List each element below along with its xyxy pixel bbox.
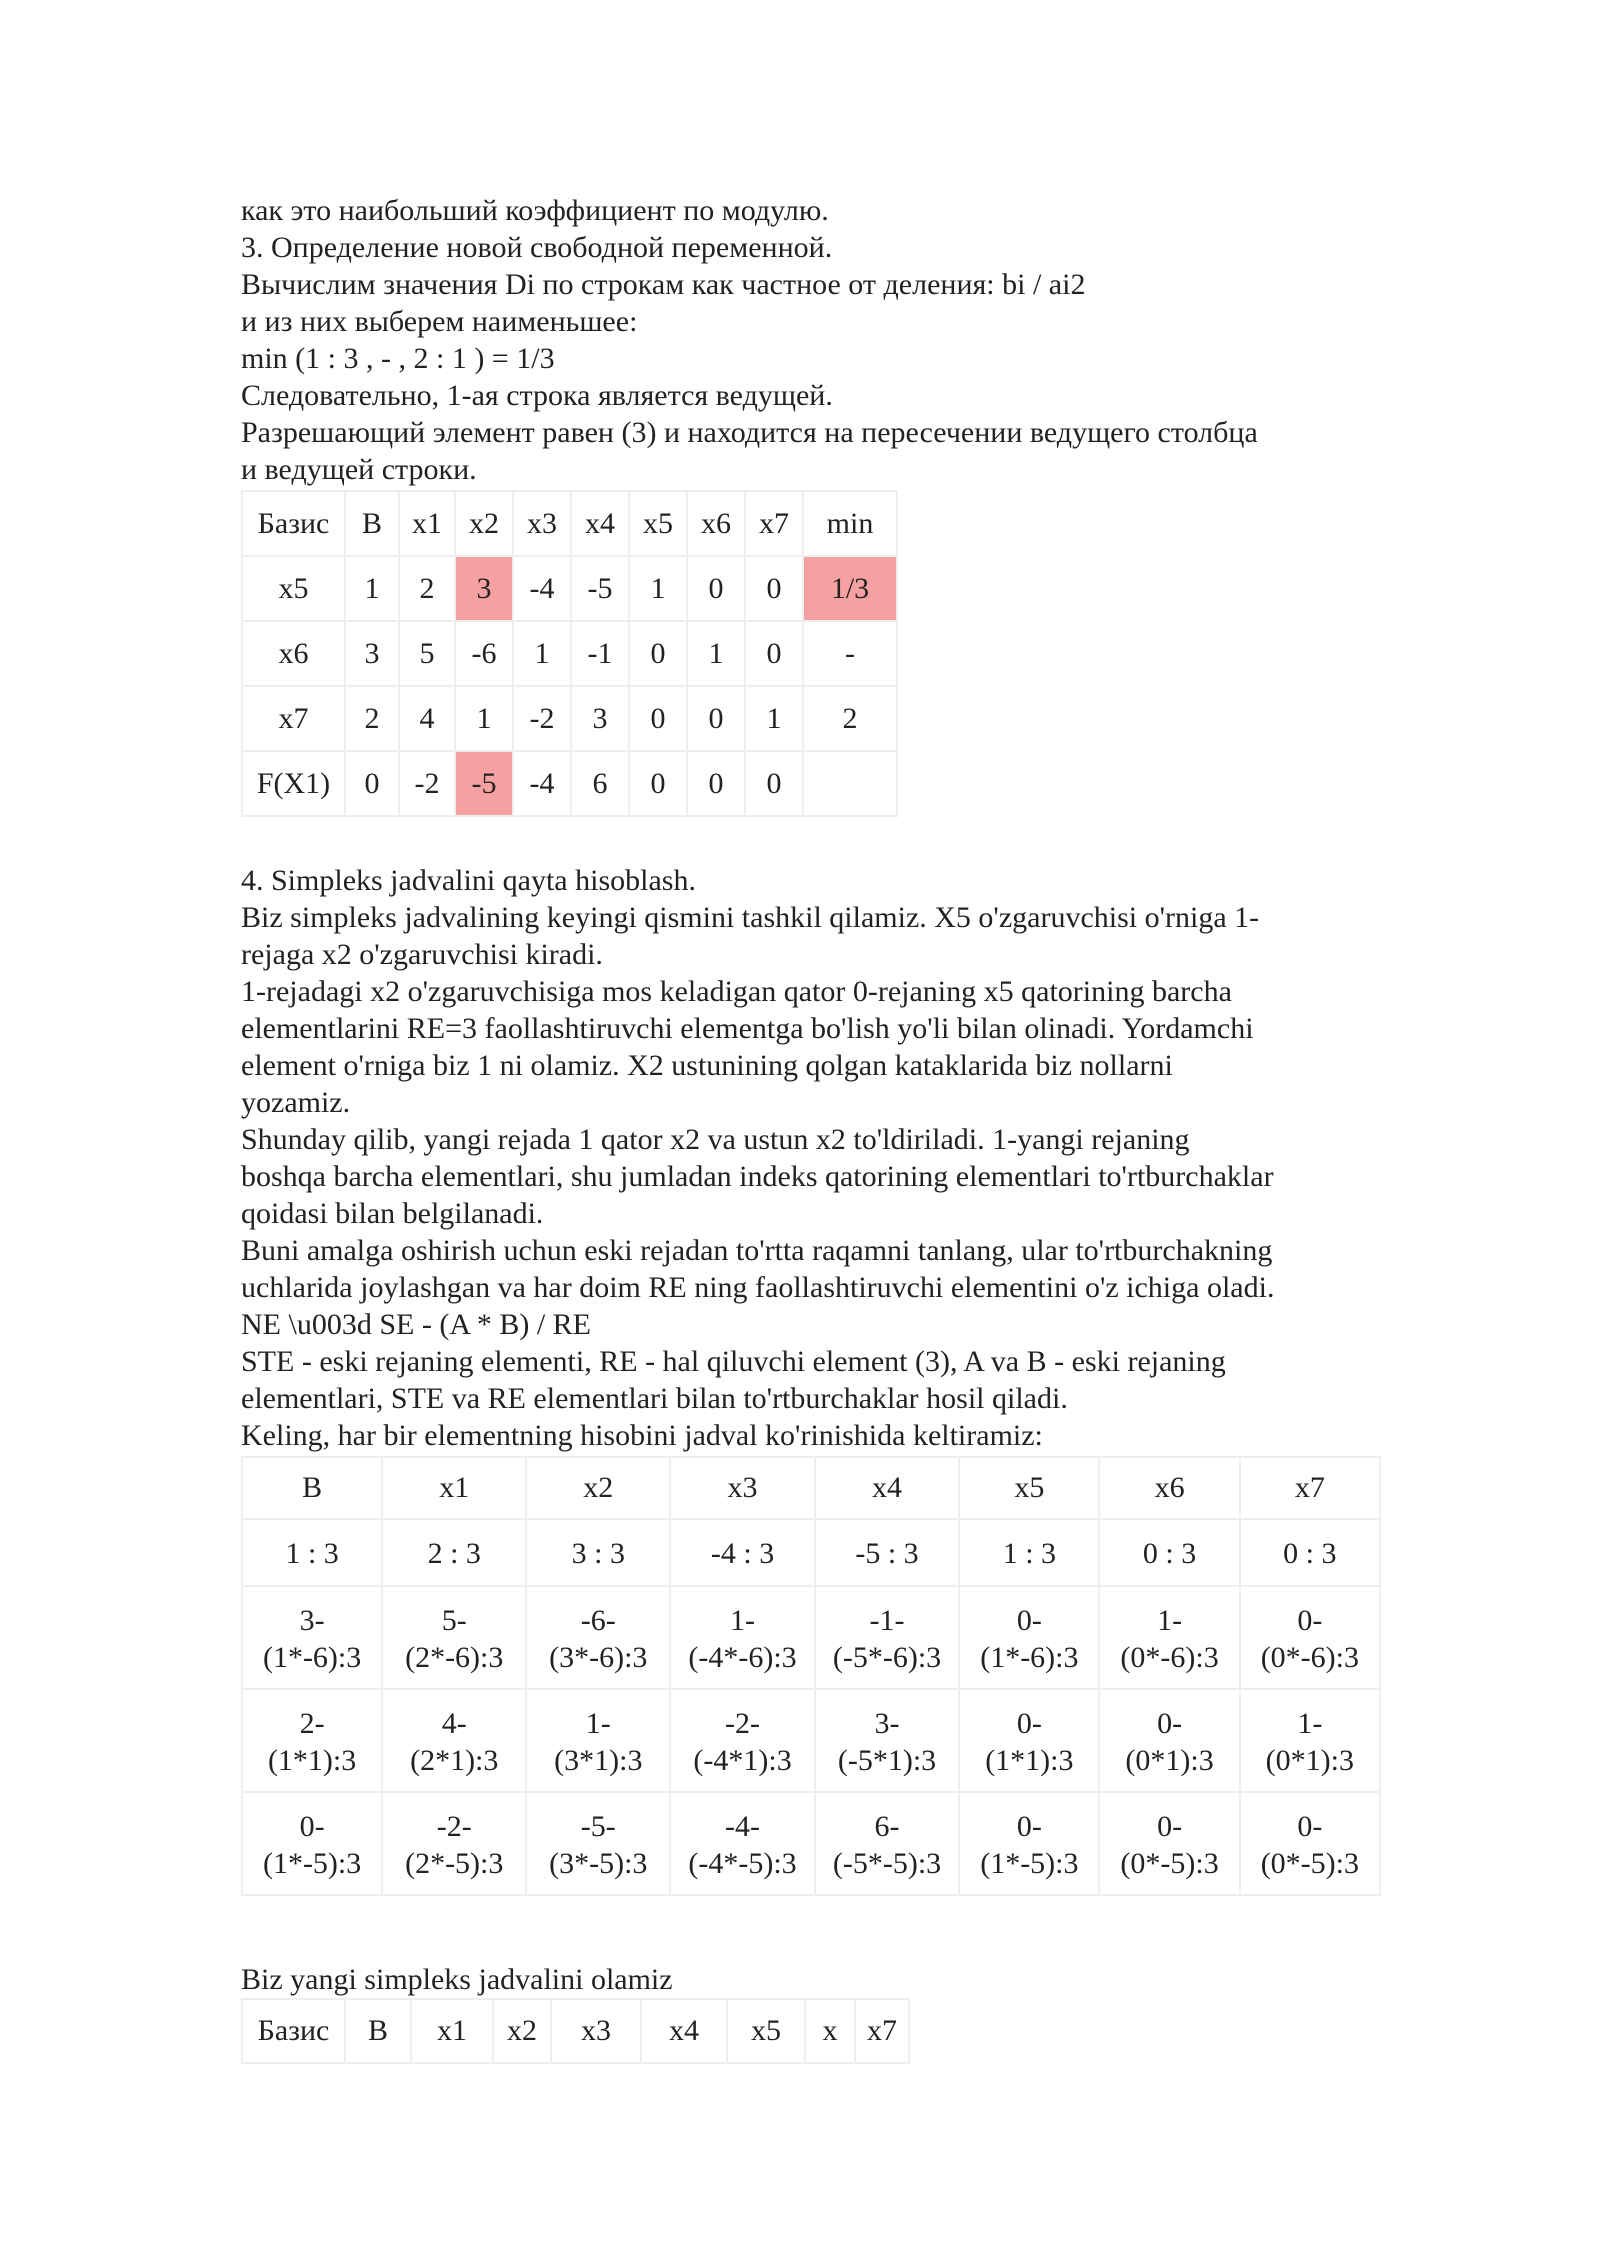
cell-text-line: (-4*-5):3 <box>688 1846 797 1880</box>
table-row <box>242 1586 1380 1689</box>
cell-text-line: (2*-5):3 <box>405 1846 504 1880</box>
header-cell: x7 <box>745 491 803 556</box>
header-cell: x3 <box>670 1457 814 1519</box>
header-cell: B <box>242 1457 382 1519</box>
min-ratio-cell: 1/3 <box>803 556 897 621</box>
table-header-row <box>242 491 897 556</box>
cell-text-line: -4- <box>725 1809 761 1843</box>
table-cell <box>382 1689 526 1792</box>
cell-text-line: 0- <box>1297 1603 1323 1637</box>
text-line: rejaga x2 o'zgaruvchisi kiradi. <box>241 938 603 971</box>
table-cell <box>382 1586 526 1689</box>
cell-text-line: (1*1):3 <box>985 1743 1074 1777</box>
cell-text-line: (0*1):3 <box>1125 1743 1214 1777</box>
table-cell <box>1099 1519 1239 1586</box>
cell-text-line: -1- <box>869 1603 905 1637</box>
cell-text-line: 1- <box>1297 1706 1323 1740</box>
header-cell: x1 <box>411 1999 493 2063</box>
recalculation-paragraph <box>241 862 1381 1454</box>
table-cell <box>670 1586 814 1689</box>
cell-text-line: (-5*1):3 <box>837 1743 937 1777</box>
cell-text-line: (0*-5):3 <box>1120 1846 1219 1880</box>
table-cell: 3 <box>345 621 399 686</box>
header-cell: x2 <box>526 1457 670 1519</box>
table-cell <box>1240 1586 1380 1689</box>
table-cell: x6 <box>242 621 345 686</box>
text-line: 1-rejadagi x2 o'zgaruvchisiga mos keladigan qator 0-rejaning x5 qatorining barcha <box>241 975 1232 1008</box>
min-formula: min (1 : 3 , - , 2 : 1 ) = 1/3 <box>241 342 555 375</box>
intro-paragraph <box>241 192 1381 488</box>
table-cell <box>242 1792 382 1895</box>
cell-text-line: 1- <box>730 1603 756 1637</box>
text-line: elementlarini RE=3 faollashtiruvchi elementga bo'lish yo'li bilan olinadi. Yordamchi <box>241 1012 1254 1045</box>
table-cell: 3 <box>571 686 629 751</box>
cell-text-line: -4 : 3 <box>710 1537 775 1570</box>
cell-text-line: (1*-6):3 <box>980 1640 1079 1674</box>
table-cell: 4 <box>399 686 455 751</box>
cell-text-line: 1 : 3 <box>1002 1537 1057 1570</box>
cell-text-line: (-4*-6):3 <box>688 1640 797 1674</box>
cell-text-line: 0- <box>1016 1809 1042 1843</box>
cell-text-line: (-5*-6):3 <box>832 1640 942 1674</box>
header-cell: x7 <box>1240 1457 1380 1519</box>
table-cell <box>670 1689 814 1792</box>
cell-text-line: 1 : 3 <box>285 1537 339 1570</box>
table-cell: 6 <box>571 751 629 816</box>
cell-text-line: (1*-5):3 <box>980 1846 1079 1880</box>
table-cell <box>242 1689 382 1792</box>
text-line: Следовательно, 1-ая строка является ведущей. <box>241 379 833 412</box>
cell-text-line: -2- <box>436 1809 472 1843</box>
header-cell: x4 <box>571 491 629 556</box>
table-cell: 0 <box>687 556 745 621</box>
cell-text-line: -5 : 3 <box>855 1537 919 1570</box>
cell-text-line: (2*-6):3 <box>405 1640 504 1674</box>
cell-text-line: 3 : 3 <box>571 1537 625 1570</box>
section-heading-4: 4. Simpleks jadvalini qayta hisoblash. <box>241 864 696 897</box>
table-cell: -2 <box>513 686 571 751</box>
header-cell: min <box>803 491 897 556</box>
table-cell <box>959 1689 1099 1792</box>
table-cell: 5 <box>399 621 455 686</box>
table-cell: 1 <box>455 686 513 751</box>
table-cell <box>1099 1689 1239 1792</box>
table-cell <box>1099 1792 1239 1895</box>
pivot-element-cell: 3 <box>455 556 513 621</box>
table-cell: -2 <box>399 751 455 816</box>
cell-text-line: (1*-5):3 <box>262 1846 362 1880</box>
table-cell <box>526 1792 670 1895</box>
table-cell <box>815 1689 959 1792</box>
text-line: element o'rniga biz 1 ni olamiz. X2 ustunining qolgan kataklarida biz nollarni <box>241 1049 1173 1082</box>
table-cell: -6 <box>455 621 513 686</box>
simplex-table <box>241 490 898 817</box>
header-cell: x5 <box>959 1457 1099 1519</box>
cell-text-line: (3*-5):3 <box>549 1846 648 1880</box>
header-cell: x6 <box>1099 1457 1239 1519</box>
document-content <box>241 192 1381 2064</box>
table-cell: 2 <box>399 556 455 621</box>
rectangle-rule-formula: NE \u003d SE - (A * B) / RE <box>241 1308 591 1341</box>
table-cell: 1 <box>513 621 571 686</box>
table-cell: -5 <box>571 556 629 621</box>
table-header-row <box>242 1457 1380 1519</box>
cell-text-line: (-5*-5):3 <box>832 1846 942 1880</box>
cell-text-line: 2 : 3 <box>427 1537 481 1570</box>
text-line: Buni amalga oshirish uchun eski rejadan to'rtta raqamni tanlang, ular to'rtburchakning <box>241 1234 1273 1267</box>
table-cell: 0 <box>687 686 745 751</box>
header-cell: x2 <box>493 1999 551 2063</box>
table-cell <box>1099 1586 1239 1689</box>
cell-text-line: (0*1):3 <box>1265 1743 1354 1777</box>
table-cell: 1 <box>629 556 687 621</box>
table-row <box>242 686 897 751</box>
text-line: как это наибольший коэффициент по модулю. <box>241 194 829 227</box>
header-cell: x5 <box>629 491 687 556</box>
table-cell <box>382 1519 526 1586</box>
calculation-table <box>241 1456 1381 1896</box>
text-line: Biz simpleks jadvalining keyingi qismini tashkil qilamiz. X5 o'zgaruvchisi o'rniga 1- <box>241 901 1260 934</box>
header-cell: x6 <box>687 491 745 556</box>
cell-text-line: (2*1):3 <box>410 1743 499 1777</box>
header-cell: B <box>345 491 399 556</box>
header-cell: x4 <box>815 1457 959 1519</box>
table-cell: F(X1) <box>242 751 345 816</box>
header-cell: x2 <box>455 491 513 556</box>
table-cell <box>242 1519 382 1586</box>
table-cell: 1 <box>345 556 399 621</box>
table-cell: 0 <box>629 686 687 751</box>
table-cell <box>670 1519 814 1586</box>
text-line: boshqa barcha elementlari, shu jumladan indeks qatorining elementlari to'rtburchaklar <box>241 1160 1274 1193</box>
table-cell: 0 <box>687 751 745 816</box>
table-row <box>242 1689 1380 1792</box>
cell-text-line: 0- <box>1016 1603 1042 1637</box>
text-line: Keling, har bir elementning hisobini jadval ko'rinishida keltiramiz: <box>241 1419 1043 1452</box>
text-line: uchlarida joylashgan va har doim RE ning faollashtiruvchi elementini o'z ichiga oladi. <box>241 1271 1275 1304</box>
cell-text-line: (3*1):3 <box>554 1743 643 1777</box>
header-cell: x5 <box>727 1999 805 2063</box>
header-cell: Базис <box>242 1999 345 2063</box>
text-line: и ведущей строки. <box>241 453 477 486</box>
table-cell <box>815 1792 959 1895</box>
pivot-column-cell: -5 <box>455 751 513 816</box>
cell-text-line: 5- <box>441 1603 467 1637</box>
cell-text-line: 1- <box>1157 1603 1183 1637</box>
cell-text-line: (0*-6):3 <box>1260 1640 1359 1674</box>
header-cell: x1 <box>382 1457 526 1519</box>
cell-text-line: (-4*1):3 <box>693 1743 792 1777</box>
new-simplex-table <box>241 1998 910 2064</box>
table-cell: x7 <box>242 686 345 751</box>
table-cell <box>526 1519 670 1586</box>
table-cell: 1 <box>687 621 745 686</box>
table-cell: -1 <box>571 621 629 686</box>
cell-text-line: 1- <box>585 1706 611 1740</box>
table-cell: 0 <box>745 556 803 621</box>
table-cell <box>959 1586 1099 1689</box>
text-line: Вычислим значения Di по строкам как частное от деления: bi / ai2 <box>241 268 1086 301</box>
table-cell <box>1240 1519 1380 1586</box>
header-cell: x1 <box>399 491 455 556</box>
table-cell: 1 <box>745 686 803 751</box>
objective-row <box>242 751 897 816</box>
text-line: qoidasi bilan belgilanadi. <box>241 1197 544 1230</box>
table-row <box>242 556 897 621</box>
header-cell: Базис <box>242 491 345 556</box>
table-cell <box>526 1586 670 1689</box>
table-cell: 0 <box>345 751 399 816</box>
cell-text-line: (0*-6):3 <box>1120 1640 1219 1674</box>
text-line: yozamiz. <box>241 1086 351 1119</box>
table-cell <box>1240 1689 1380 1792</box>
cell-text-line: (1*-6):3 <box>262 1640 362 1674</box>
table-cell: x5 <box>242 556 345 621</box>
table-cell <box>959 1519 1099 1586</box>
table-cell: -4 <box>513 556 571 621</box>
text-line: STE - eski rejaning elementi, RE - hal qiluvchi element (3), A va B - eski rejaning <box>241 1345 1226 1378</box>
header-cell: x7 <box>855 1999 909 2063</box>
table-cell: 0 <box>745 621 803 686</box>
header-cell: x <box>805 1999 855 2063</box>
table-row <box>242 1519 1380 1586</box>
new-table-caption: Biz yangi simpleks jadvalini olamiz <box>241 1963 673 1996</box>
table-cell <box>815 1586 959 1689</box>
table-header-row <box>242 1999 909 2063</box>
table-cell <box>815 1519 959 1586</box>
cell-text-line: (0*-5):3 <box>1260 1846 1359 1880</box>
cell-text-line: -2- <box>725 1706 761 1740</box>
text-line: и из них выберем наименьшее: <box>241 305 638 338</box>
cell-text-line: 0 : 3 <box>1142 1537 1197 1570</box>
table-cell: 2 <box>345 686 399 751</box>
cell-text-line: -5- <box>580 1809 616 1843</box>
text-line: Разрешающий элемент равен (3) и находится на пересечении ведущего столбца <box>241 416 1258 449</box>
cell-text-line: 6- <box>874 1809 900 1843</box>
table-row <box>242 1792 1380 1895</box>
cell-text-line: (3*-6):3 <box>549 1640 648 1674</box>
cell-text-line: 0- <box>1016 1706 1042 1740</box>
cell-text-line: 3- <box>874 1706 900 1740</box>
cell-text-line: -6- <box>580 1603 616 1637</box>
table-cell <box>242 1586 382 1689</box>
table-cell <box>1240 1792 1380 1895</box>
table-cell: - <box>803 621 897 686</box>
table-cell <box>382 1792 526 1895</box>
cell-text-line: 0- <box>1297 1809 1323 1843</box>
table-cell <box>959 1792 1099 1895</box>
table-cell: 2 <box>803 686 897 751</box>
table-cell: 0 <box>745 751 803 816</box>
table-cell: 0 <box>629 751 687 816</box>
text-line: elementlari, STE va RE elementlari bilan to'rtburchaklar hosil qiladi. <box>241 1382 1068 1415</box>
cell-text-line: 0- <box>1157 1706 1183 1740</box>
cell-text-line: 0 : 3 <box>1283 1537 1337 1570</box>
header-cell: x3 <box>513 491 571 556</box>
text-line: Shunday qilib, yangi rejada 1 qator x2 va ustun x2 to'ldiriladi. 1-yangi rejaning <box>241 1123 1190 1156</box>
cell-text-line: 4- <box>441 1706 467 1740</box>
table-cell <box>526 1689 670 1792</box>
header-cell: x3 <box>551 1999 641 2063</box>
cell-text-line: 0- <box>299 1809 325 1843</box>
section-heading-3: 3. Определение новой свободной переменной. <box>241 231 833 264</box>
table-cell <box>803 751 897 816</box>
table-cell: 0 <box>629 621 687 686</box>
header-cell: x4 <box>641 1999 727 2063</box>
cell-text-line: 3- <box>299 1603 325 1637</box>
cell-text-line: 0- <box>1157 1809 1183 1843</box>
table-row <box>242 621 897 686</box>
cell-text-line: (1*1):3 <box>267 1743 357 1777</box>
cell-text-line: 2- <box>299 1706 325 1740</box>
table-cell: -4 <box>513 751 571 816</box>
table-cell <box>670 1792 814 1895</box>
header-cell: B <box>345 1999 411 2063</box>
